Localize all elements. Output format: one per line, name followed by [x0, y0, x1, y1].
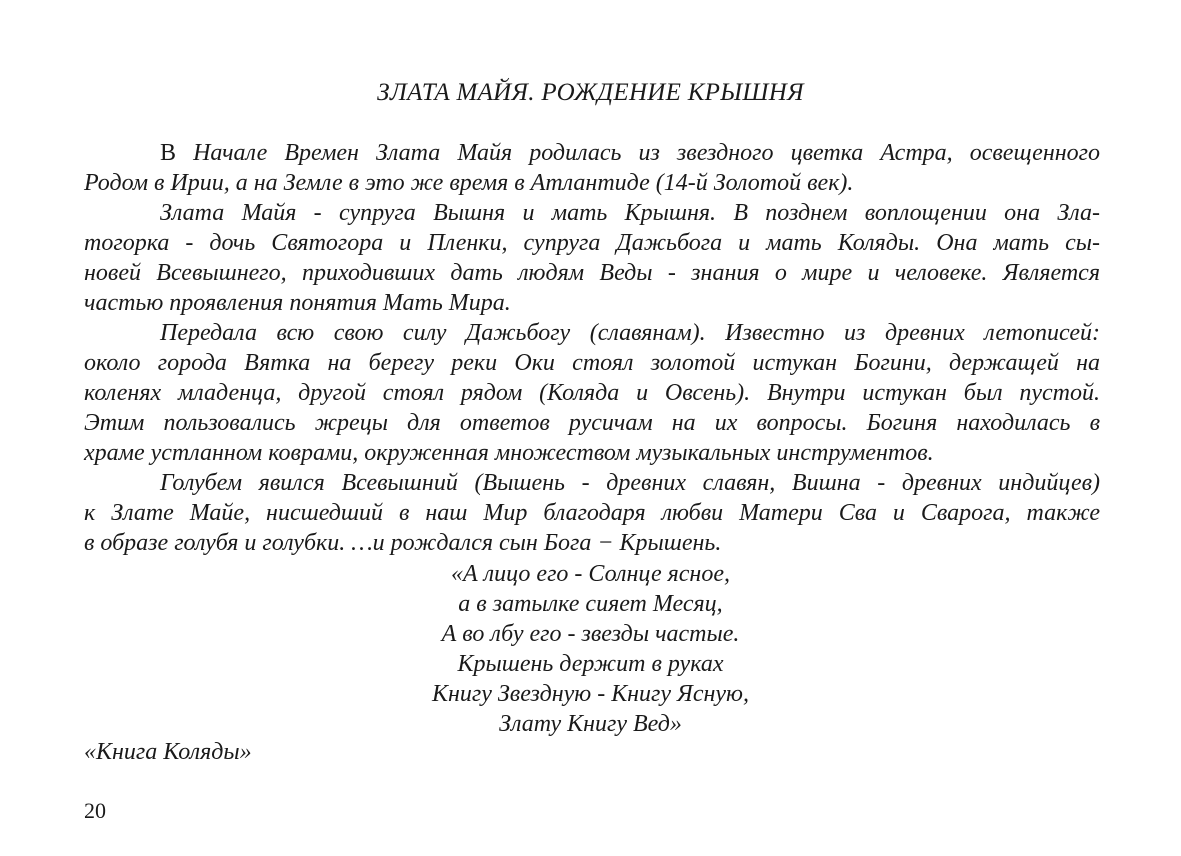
- verse-line-2: а в затылке сияет Месяц,: [458, 591, 723, 617]
- dropcap-letter: В: [160, 140, 177, 166]
- paragraph-3-line-1: Передала всю свою силу Дажьбогу (славянам). Известно из древних летописей:: [160, 320, 1100, 346]
- paragraph-3-line-5: храме устланном коврами, окруженная множеством музыкальных инструментов.: [84, 440, 934, 466]
- paragraph-4-line-2: к Злате Майе, нисшедший в наш Мир благодаря любви Матери Сва и Сварога, также: [84, 500, 1100, 526]
- paragraph-2-line-3: новей Всевышнего, приходивших дать людям Веды - знания о мире и человеке. Является: [84, 260, 1100, 286]
- chapter-title: ЗЛАТА МАЙЯ. РОЖДЕНИЕ КРЫШНЯ: [377, 79, 804, 106]
- paragraph-4-line-3: в образе голубя и голубки. …и рождался сын Бога − Крышень.: [84, 530, 722, 556]
- verse-quote: [0, 559, 1181, 739]
- paragraph-4-line-1: Голубем явился Всевышний (Вышень - древних славян, Вишна - древних индийцев): [160, 470, 1100, 496]
- verse-line-6: Злату Книгу Вед»: [499, 711, 682, 737]
- verse-line-1: «А лицо его - Солнце ясное,: [451, 561, 730, 587]
- paragraph-3-line-3: коленях младенца, другой стоял рядом (Коляда и Овсень). Внутри истукан был пустой.: [84, 380, 1100, 406]
- paragraph-1-line-2: Родом в Ирии, а на Земле в это же время в Атлантиде (14-й Золотой век).: [84, 170, 854, 196]
- verse-line-4: Крышень держит в руках: [457, 651, 724, 677]
- paragraph-2-line-1: Злата Майя - супруга Вышня и мать Крышня. В позднем воплощении она Зла-: [160, 200, 1100, 226]
- paragraph-2-line-2: тогорка - дочь Святогора и Пленки, супруга Дажьбога и мать Коляды. Она мать сы-: [84, 230, 1100, 256]
- page-number: 20: [84, 798, 106, 823]
- verse-line-3: А во лбу его - звезды частые.: [441, 621, 740, 647]
- paragraph-1-line-1: [84, 138, 1100, 168]
- paragraph-3-line-4: Этим пользовались жрецы для ответов русичам на их вопросы. Богиня находилась в: [84, 410, 1100, 436]
- verse-line-5: Книгу Звездную - Книгу Ясную,: [432, 681, 749, 707]
- paragraph-2-line-4: частью проявления понятия Мать Мира.: [84, 290, 511, 316]
- body-text: [84, 138, 1100, 558]
- quote-source: «Книга Коляды»: [84, 739, 252, 765]
- paragraph-1-line-1-text: Начале Времен Злата Майя родилась из звездного цветка Астра, освещенного: [176, 140, 1100, 166]
- paragraph-3-line-2: около города Вятка на берегу реки Оки стоял золотой истукан Богини, держащей на: [84, 350, 1100, 376]
